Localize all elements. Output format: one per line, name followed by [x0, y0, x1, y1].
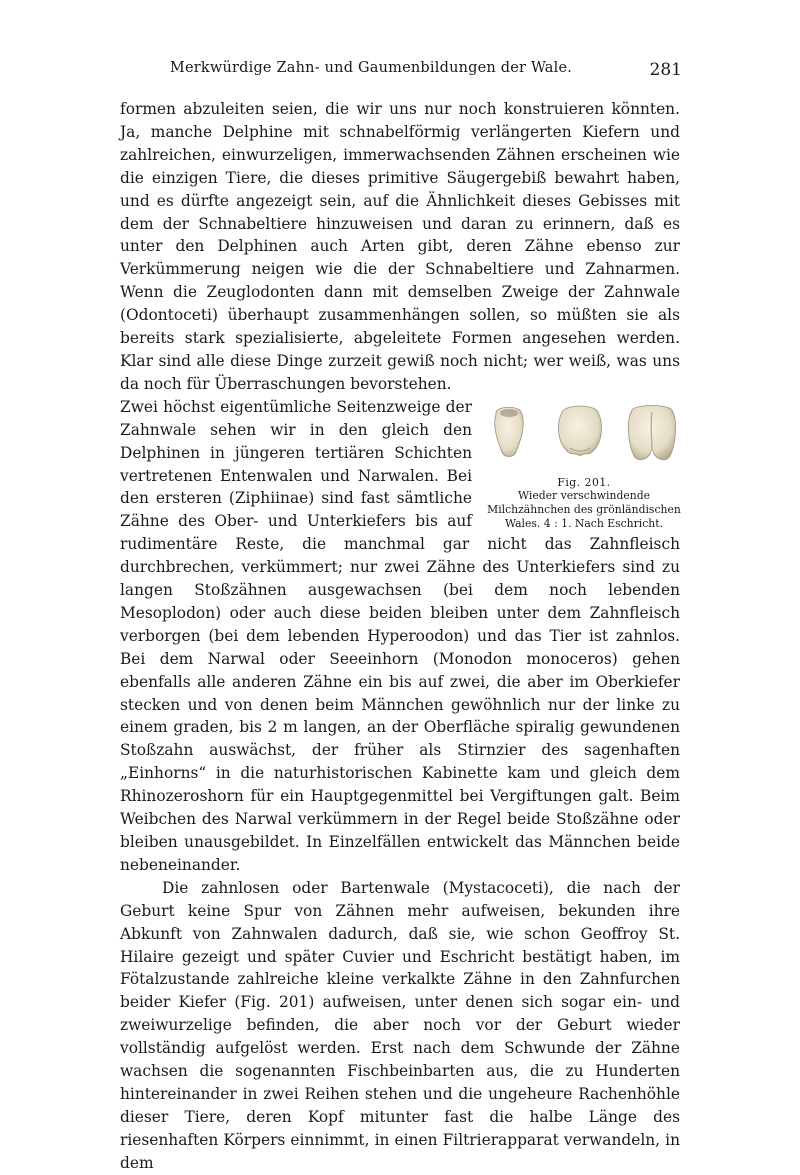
page-number: 281 [649, 60, 682, 80]
milk-tooth-3 [628, 405, 675, 459]
body-text [120, 98, 680, 1175]
running-title: Merkwürdige Zahn- und Gaumenbildungen der Wale. [169, 60, 573, 76]
paragraph-1: formen abzuleiten seien, die wir uns nur noch konstruieren könnten. Ja, manche Delphine mit schnabelförmig verlängerten Kiefern und zahlreichen, einwurzeligen, immerwachsenden Zähnen erscheinen wie die einzigen Tiere, die dieses primitive Säugergebiß bewahrt haben, und es dürfte angezeigt sein, auf die Ähnlichkeit dieses Gebisses mit dem der Schnabeltiere hinzuweisen und daran zu erinnern, daß es unter den Delphinen auch Arten gibt, deren Zähne ebenso zur Verkümmerung neigen wie die der Schnabeltiere und Zahnarmen. Wenn die Zeuglodonten dann mit demselben Zweige der Zahnwale (Odontoceti) überhaupt zusammenhängen sollen, so müßten sie als bereits stark spezialisierte, abgeleitete Formen angesehen werden. Klar sind alle diese Dinge zurzeit gewiß noch nicht; wer weiß, was uns da noch für Überraschungen bevorstehen. [120, 100, 680, 393]
paragraph-2: Zwei höchst eigentümliche Seitenzweige der Zahnwale sehen wir in den gleich den Delphinen in jüngeren tertiären Schichten vertretenen Entenwalen und Narwalen. Bei den ersteren (Ziphiinae) sind fast sämtliche Zähne des Ober- und Unterkiefers bis auf rudimentäre Reste, die manchmal gar nicht das Zahnfleisch durchbrechen, verkümmert; nur zwei Zähne des Unterkiefers sind zu langen Stoßzähnen ausgewachsen (bei dem noch lebenden Mesoplodon) oder auch diese beiden bleiben unter dem Zahnfleisch verborgen (bei dem lebenden Hyperoodon) und das Tier ist zahnlos. Bei dem Narwal oder Seeeinhorn (Monodon monoceros) gehen ebenfalls alle anderen Zähne ein bis auf zwei, die aber im Oberkiefer stecken und von denen beim Männchen gewöhnlich nur der linke zu einem graden, bis 2 m langen, an der Oberfläche spiralig gewundenen Stoßzahn auswächst, der früher als Stirnzier des sagenhaften „Einhorns“ in die naturhistorischen Kabinette kam und gleich dem Rhinozeroshorn für ein Hauptgegenmittel bei Vergiftungen galt. Beim Weibchen des Narwal verkümmern in der Regel beide Stoßzähne oder bleiben unausgebildet. In Einzelfällen entwickelt das Männchen beide nebeneinander. [120, 397, 680, 874]
figure-number: Fig. 201. [557, 475, 611, 489]
tooth-illustration [486, 402, 682, 466]
milk-tooth-1 [495, 407, 524, 456]
running-head [120, 60, 682, 84]
figure-caption-text: Wieder verschwindende Milchzähnchen des grönländischen Wales. 4 : 1. Nach Eschricht. [487, 489, 681, 530]
milk-tooth-2 [559, 406, 602, 456]
figure-201 [484, 402, 684, 530]
figure-caption [484, 476, 684, 530]
paragraph-3: Die zahnlosen oder Bartenwale (Mystacoceti), die nach der Geburt keine Spur von Zähnen mehr aufweisen, bekunden ihre Abkunft von Zahnwalen dadurch, daß sie, wie schon Geoffroy St. Hilaire gezeigt und später Cuvier und Eschricht bestätigt haben, im Fötalzustande zahlreiche kleine verkalkte Zähne in den Zahnfurchen beider Kiefer (Fig. 201) aufweisen, unter denen sich sogar ein- und zweiwurzelige befinden, die aber noch vor der Geburt wieder vollständig aufgelöst werden. Erst nach dem Schwunde der Zähne wachsen die sogenannten Fischbeinbarten aus, die zu Hunderten hintereinander in zwei Reihen stehen und die ungeheure Rachenhöhle dieser Tiere, deren Kopf mitunter fast die halbe Länge des riesenhaften Körpers einnimmt, in einen Filtrierapparat verwandeln, in dem [120, 878, 680, 1172]
